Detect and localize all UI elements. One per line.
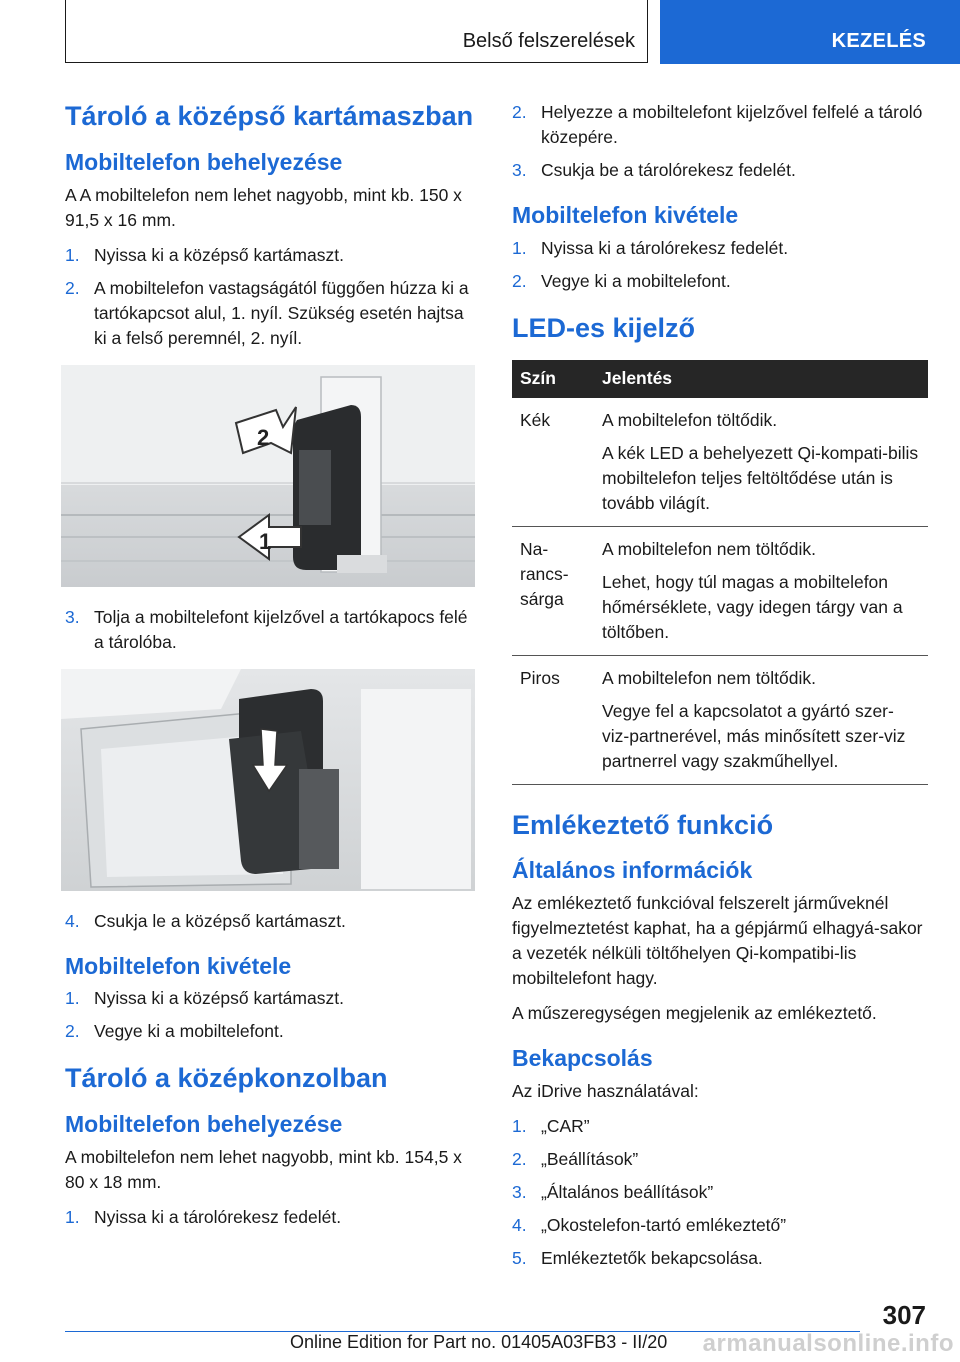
page-number: 307	[882, 1300, 926, 1330]
heading-insert-phone-console: Mobiltelefon behelyezése	[65, 1111, 343, 1137]
left-column	[65, 100, 477, 1240]
step-text: Tolja a mobiltelefont kijelzővel a tartókapocs felé a tárolóba.	[94, 606, 468, 652]
step-text: Vegye ki a mobiltelefont.	[541, 270, 731, 291]
table-cell-meaning	[594, 398, 928, 527]
list-item	[512, 1213, 928, 1238]
step-number: 4.	[512, 1214, 527, 1235]
step-text: Emlékeztetők bekapcsolása.	[541, 1247, 763, 1268]
heading-led-display: LED-es kijelző	[512, 312, 696, 343]
insert-steps-a	[65, 243, 477, 351]
step-text: Nyissa ki a középső kartámaszt.	[94, 244, 344, 265]
armrest-phone-photo	[61, 669, 475, 891]
remove2-steps	[512, 236, 928, 294]
insert-steps-c	[65, 909, 477, 934]
step-text: „Okostelefon-tartó emlékeztető”	[541, 1214, 787, 1235]
step-number: 1.	[512, 1115, 527, 1136]
step-number: 5.	[512, 1247, 527, 1268]
table-row	[512, 398, 928, 527]
list-item	[512, 158, 928, 183]
remove-steps	[65, 986, 477, 1044]
header-chapter-tab	[660, 0, 960, 64]
step-number: 1.	[65, 244, 80, 265]
table-cell-meaning	[594, 526, 928, 655]
list-item	[65, 605, 477, 655]
list-item	[65, 1205, 477, 1230]
heading-reminder-function: Emlékeztető funkció	[512, 809, 774, 840]
right-column	[512, 100, 928, 1281]
step-number: 1.	[65, 988, 80, 1009]
list-item	[65, 986, 477, 1011]
table-cell-color: Na-rancs-sárga	[512, 526, 594, 655]
table-cell-color: Kék	[512, 398, 594, 527]
step-number: 2.	[65, 1021, 80, 1042]
step-number: 3.	[65, 606, 80, 627]
list-item	[512, 1114, 928, 1139]
step-text: „Általános beállítások”	[541, 1181, 714, 1202]
meaning-line: A mobiltelefon nem töltődik.	[602, 667, 817, 688]
insert2-intro: A mobiltelefon nem lehet nagyobb, mint kb. 154,5 x 80 x 18 mm.	[65, 1146, 462, 1192]
enable-intro: Az iDrive használatával:	[512, 1080, 699, 1101]
meaning-line: A kék LED a behelyezett Qi-kompati-bilis mobiltelefon teljes feltöltődése után is tovább világít.	[602, 442, 919, 513]
step-number: 2.	[512, 102, 527, 122]
list-item	[65, 276, 477, 351]
step-text: „CAR”	[541, 1115, 590, 1136]
footer-edition: Online Edition for Part no. 01405A03FB3 - II/20	[290, 1332, 668, 1352]
list-item	[65, 1019, 477, 1044]
step-text: Csukja le a középső kartámaszt.	[94, 910, 346, 931]
table-cell-color: Piros	[512, 655, 594, 784]
enable-steps	[512, 1114, 928, 1271]
table-row	[512, 655, 928, 784]
step-text: Nyissa ki a középső kartámaszt.	[94, 988, 344, 1009]
armrest-holder-photo	[61, 365, 475, 587]
step-number: 3.	[512, 1181, 527, 1202]
list-item	[512, 236, 928, 261]
step-text: Vegye ki a mobiltelefont.	[94, 1021, 284, 1042]
insert-steps-b	[65, 605, 477, 655]
table-cell-meaning	[594, 655, 928, 784]
header-section-title: Belső felszerelések	[462, 30, 635, 52]
step-number: 2.	[65, 277, 80, 298]
step-text: Nyissa ki a tárolórekesz fedelét.	[94, 1206, 342, 1227]
table-header-row	[512, 360, 928, 398]
meaning-line: A mobiltelefon töltődik.	[602, 409, 778, 430]
step-number: 1.	[512, 237, 527, 258]
step-text: Nyissa ki a tárolórekesz fedelét.	[541, 237, 789, 258]
watermark: armanualsonline.info	[702, 1330, 954, 1357]
step-text: A mobiltelefon vastagságától függően húzza ki a tartókapcsot alul, 1. nyíl. Szükség esetén hajtsa ki a felső peremnél, 2. nyíl.	[94, 277, 469, 348]
heading-storage-armrest: Tároló a középső kartámaszban	[65, 101, 474, 131]
general-paragraph-1: Az emlékeztető funkcióval felszerelt járműveknél figyelmeztetést kaphat, ha a gépjármű elhagyá-sakor a vezeték nélküli töltőhelyen Qi-kompatibi-lis mobiltelefont hagy.	[512, 893, 923, 988]
heading-general-info: Általános információk	[512, 857, 753, 884]
list-item	[512, 1246, 928, 1271]
table-header-color: Szín	[512, 360, 594, 398]
heading-enable: Bekapcsolás	[512, 1045, 653, 1071]
callout-2: 2	[257, 424, 270, 450]
table-header-meaning: Jelentés	[594, 360, 928, 398]
step-number: 4.	[65, 910, 80, 931]
heading-remove-phone-console: Mobiltelefon kivétele	[512, 202, 739, 228]
heading-remove-phone: Mobiltelefon kivétele	[65, 952, 292, 979]
insert2-steps	[65, 1205, 477, 1230]
step-number: 3.	[512, 160, 527, 180]
step-number: 1.	[65, 1206, 80, 1227]
step-number: 2.	[512, 1148, 527, 1169]
step-number: 2.	[512, 270, 527, 291]
step-text: Helyezze a mobiltelefont kijelzővel felfelé a tároló közepére.	[541, 102, 923, 147]
header-chapter-title: KEZELÉS	[831, 30, 926, 52]
meaning-line: A mobiltelefon nem töltődik.	[602, 538, 817, 559]
list-item	[512, 269, 928, 294]
callout-1: 1	[259, 528, 272, 554]
led-table	[512, 360, 928, 785]
meaning-line: Vegye fel a kapcsolatot a gyártó szer-viz-partnerével, más minősített szer-viz partnerrel vagy szakműhellyel.	[602, 700, 906, 771]
general-paragraph-2: A műszeregységen megjelenik az emlékeztető.	[512, 1003, 877, 1023]
heading-insert-phone: Mobiltelefon behelyezése	[65, 148, 343, 175]
list-item	[65, 909, 477, 934]
insert2-steps-continued	[512, 100, 928, 183]
list-item	[512, 1147, 928, 1172]
list-item	[512, 1180, 928, 1205]
header-section-box	[65, 0, 648, 63]
meaning-line: Lehet, hogy túl magas a mobiltelefon hőmérséklete, vagy idegen tárgy van a töltőben.	[602, 571, 903, 642]
heading-storage-console: Tároló a középkonzolban	[65, 1063, 388, 1094]
list-item	[65, 243, 477, 268]
table-row	[512, 526, 928, 655]
step-text: Csukja be a tárolórekesz fedelét.	[541, 160, 796, 180]
list-item	[512, 100, 928, 150]
insert-intro: A A mobiltelefon nem lehet nagyobb, mint kb. 150 x 91,5 x 16 mm.	[65, 184, 462, 230]
step-text: „Beállítások”	[541, 1148, 639, 1169]
